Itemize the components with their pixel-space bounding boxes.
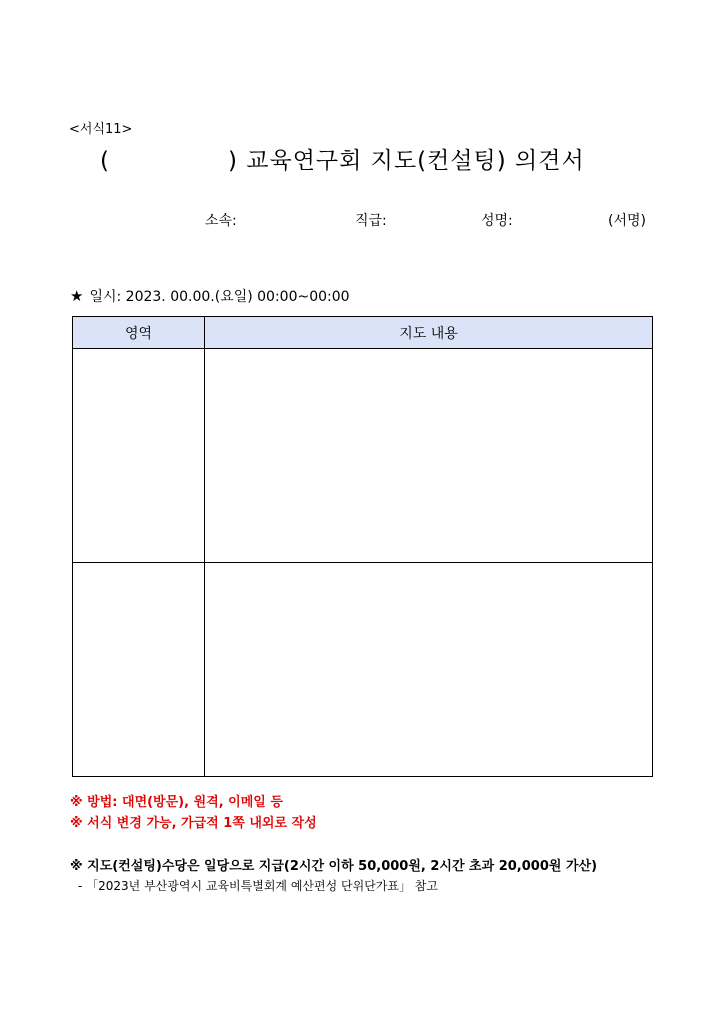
table-row (73, 349, 653, 563)
date-line (70, 286, 350, 306)
title-open-paren: ( (100, 148, 110, 174)
title-text: ) 교육연구회 지도(컨설팅) 의견서 (227, 148, 585, 174)
content-cell (205, 349, 653, 563)
area-cell (73, 349, 205, 563)
form-number: <서식11> (69, 122, 133, 137)
document-title (100, 142, 585, 175)
table-row (73, 563, 653, 777)
table-header-row (73, 317, 653, 349)
name-label: 성명: (481, 213, 513, 229)
signature-label: (서명) (608, 213, 646, 229)
guidance-table (72, 316, 653, 777)
note-method: ※ 방법: 대면(방문), 원격, 이메일 등 (70, 795, 283, 810)
header-content: 지도 내용 (205, 317, 653, 349)
content-cell (205, 563, 653, 777)
star-icon: ★ (70, 287, 84, 305)
position-label: 직급: (355, 213, 387, 229)
area-cell (73, 563, 205, 777)
header-area: 영역 (73, 317, 205, 349)
note-reference: - 「2023년 부산광역시 교육비특별회계 예산편성 단위단가표」 참고 (78, 879, 438, 893)
affiliation-label: 소속: (205, 213, 237, 229)
note-format: ※ 서식 변경 가능, 가급적 1쪽 내외로 작성 (70, 816, 317, 831)
note-allowance: ※ 지도(컨설팅)수당은 일당으로 지급(2시간 이하 50,000원, 2시간 초과 20,000원 가산) (70, 859, 598, 874)
date-text: 일시: 2023. 00.00.(요일) 00:00~00:00 (89, 289, 350, 305)
